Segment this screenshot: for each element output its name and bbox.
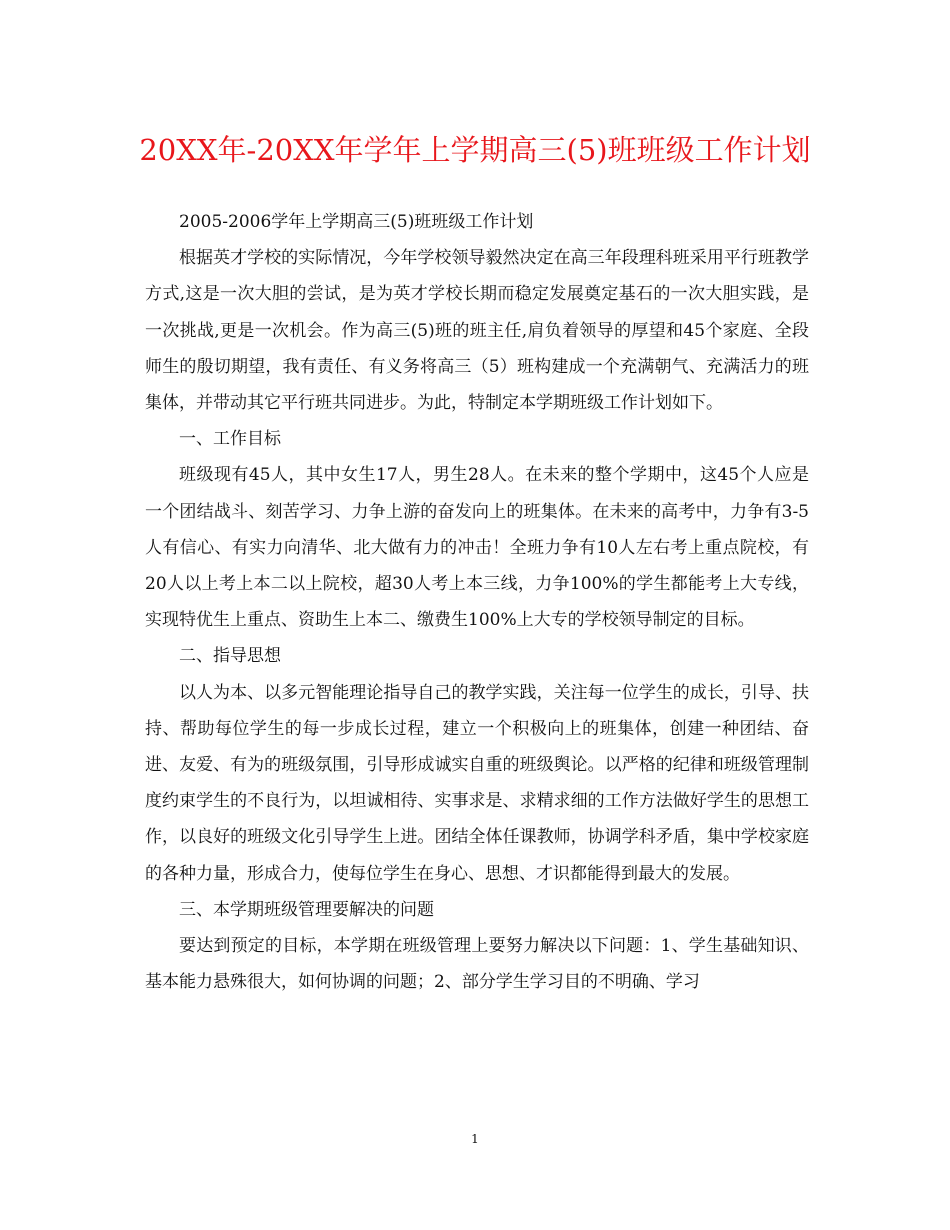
section-heading-guiding-ideas: 二、指导思想 (179, 646, 281, 667)
subtitle-paragraph: 2005-2006学年上学期高三(5)班班级工作计划 (179, 212, 534, 232)
goals-paragraph: 班级现有45人，其中女生17人，男生28人。在未来的整个学期中，这45个人应是一个团结战斗、刻苦学习、力争上游的奋发向上的班集体。在未来的高考中，力争有3-5人有信心、有实力向清华、北大做有力的冲击！全班力争有10人左右考上重点院校，有20人以上考上本二以上院校，超30人考上本三线，力争100%的学生都能考上大专线，实现特优生上重点、资助生上本二、缴费生100%上大专的学校领导制定的目标。 (145, 465, 809, 631)
document-body (145, 204, 809, 1000)
problems-paragraph: 要达到预定的目标，本学期在班级管理上要努力解决以下问题：1、学生基础知识、基本能力悬殊很大，如何协调的问题；2、部分学生学习目的不明确、学习 (145, 936, 809, 993)
intro-paragraph: 根据英才学校的实际情况，今年学校领导毅然决定在高三年段理科班采用平行班教学方式,这是一次大胆的尝试，是为英才学校长期而稳定发展奠定基石的一次大胆实践，是一次挑战,更是一次机会。作为高三(5)班的班主任,肩负着领导的厚望和45个家庭、全段师生的殷切期望，我有责任、有义务将高三（5）班构建成一个充满朝气、充满活力的班集体，并带动其它平行班共同进步。为此，特制定本学期班级工作计划如下。 (145, 248, 809, 414)
document-title: 20XX年-20XX年学年上学期高三(5)班班级工作计划 (139, 133, 811, 167)
page-number: 1 (471, 1132, 479, 1146)
guiding-ideas-paragraph: 以人为本、以多元智能理论指导自己的教学实践，关注每一位学生的成长，引导、扶持、帮助每位学生的每一步成长过程，建立一个积极向上的班集体，创建一种团结、奋进、友爱、有为的班级氛围，引导形成诚实自重的班级舆论。以严格的纪律和班级管理制度约束学生的不良行为，以坦诚相待、实事求是、求精求细的工作方法做好学生的思想工作，以良好的班级文化引导学生上进。团结全体任课教师，协调学科矛盾，集中学校家庭的各种力量，形成合力，使每位学生在身心、思想、才识都能得到最大的发展。 (145, 682, 809, 884)
section-heading-problems: 三、本学期班级管理要解决的问题 (179, 899, 434, 920)
section-heading-goals: 一、工作目标 (179, 429, 281, 450)
